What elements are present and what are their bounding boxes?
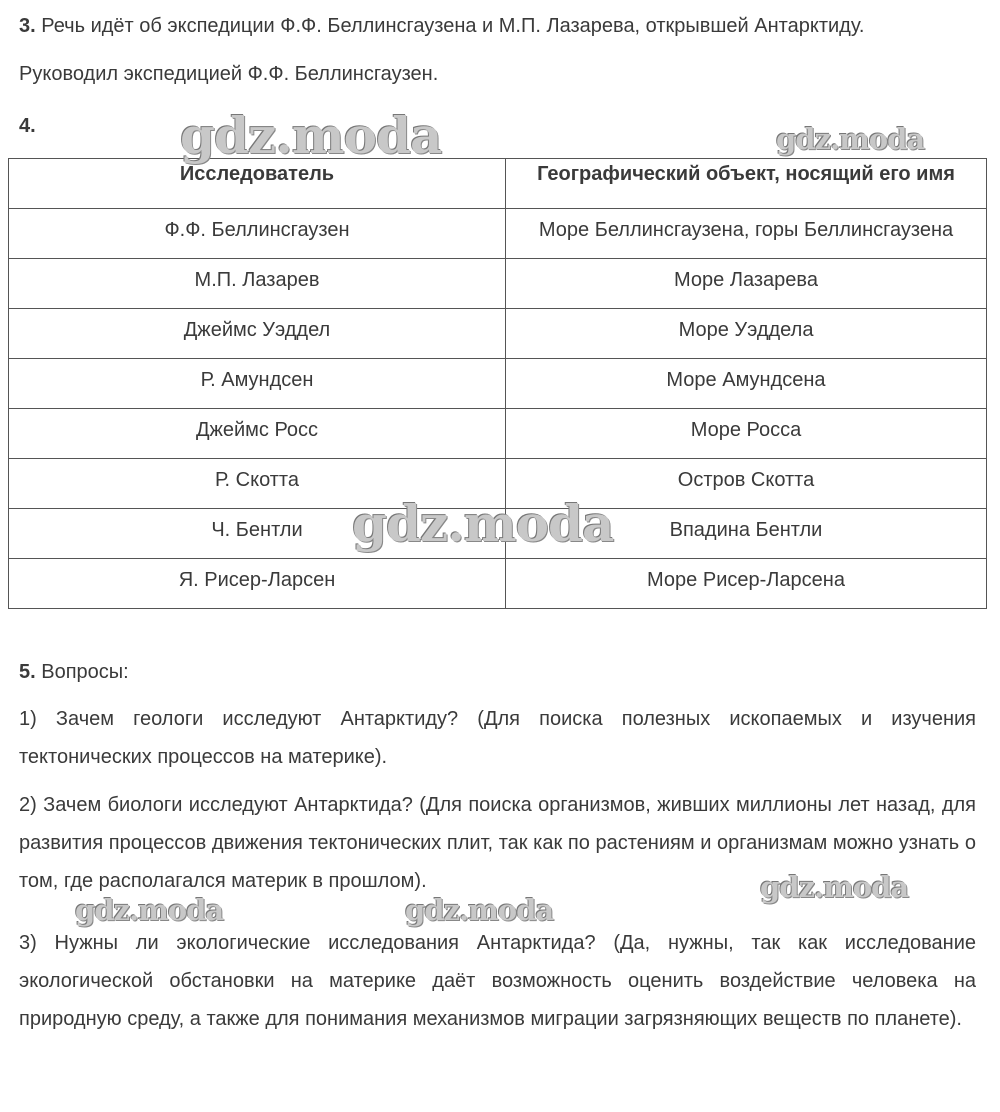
cell-object: Море Лазарева [506,259,987,309]
cell-explorer: Р. Скотта [9,459,506,509]
cell-object: Море Беллинсгаузена, горы Беллинсгаузена [506,209,987,259]
cell-object: Впадина Бентли [506,509,987,559]
table-row [9,409,987,459]
item3-number: 3. [19,15,36,37]
watermark-logo: gdz.moda [180,106,442,165]
cell-explorer: Р. Амундсен [9,359,506,409]
item5-title: Вопросы: [41,661,129,683]
cell-explorer: Джеймс Уэддел [9,309,506,359]
cell-object: Море Амундсена [506,359,987,409]
table-header-row [9,159,987,209]
question-1: 1) Зачем геологи исследуют Антарктиду? (Для поиска полезных ископаемых и изучения тектонических процессов на материке). [19,708,976,768]
item3-line2: Руководил экспедицией Ф.Ф. Беллинсгаузен. [19,63,439,85]
cell-object: Море Рисер-Ларсена [506,559,987,609]
cell-object: Море Росса [506,409,987,459]
table-row [9,259,987,309]
cell-explorer: Джеймс Росс [9,409,506,459]
table-row [9,359,987,409]
cell-object: Море Уэддела [506,309,987,359]
cell-object: Остров Скотта [506,459,987,509]
cell-explorer: М.П. Лазарев [9,259,506,309]
watermark-logo: gdz.moda [75,893,224,927]
table-row [9,309,987,359]
header-explorer: Исследователь [9,159,506,209]
question-2: 2) Зачем биологи исследуют Антарктида? (Для поиска организмов, живших миллионы лет назад, для развития процессов движения тектонических плит, так как по растениям и организмам можно узнать о том, где располагался материк в прошлом). [19,794,976,892]
watermark-logo: gdz.moda [352,494,614,553]
table-row [9,559,987,609]
item3-line1 [19,14,864,38]
table-row [9,209,987,259]
watermark-logo: gdz.moda [405,893,554,927]
watermark-logo: gdz.moda [760,870,909,904]
item4-number: 4. [19,115,36,137]
watermark-logo: gdz.moda [776,122,925,156]
cell-explorer: Ч. Бентли [9,509,506,559]
item5-number: 5. [19,661,36,683]
cell-explorer: Ф.Ф. Беллинсгаузен [9,209,506,259]
item5-heading [19,660,129,684]
item3-text: Речь идёт об экспедиции Ф.Ф. Беллинсгаузена и М.П. Лазарева, открывшей Антарктиду. [41,15,865,37]
question-3: 3) Нужны ли экологические исследования Антарктида? (Да, нужны, так как исследование экологической обстановки на материке даёт возможность оценить воздействие человека на природную среду, а также для понимания механизмов миграции загрязняющих веществ по планете). [19,932,976,1030]
cell-explorer: Я. Рисер-Ларсен [9,559,506,609]
header-object: Географический объект, носящий его имя [506,159,987,209]
